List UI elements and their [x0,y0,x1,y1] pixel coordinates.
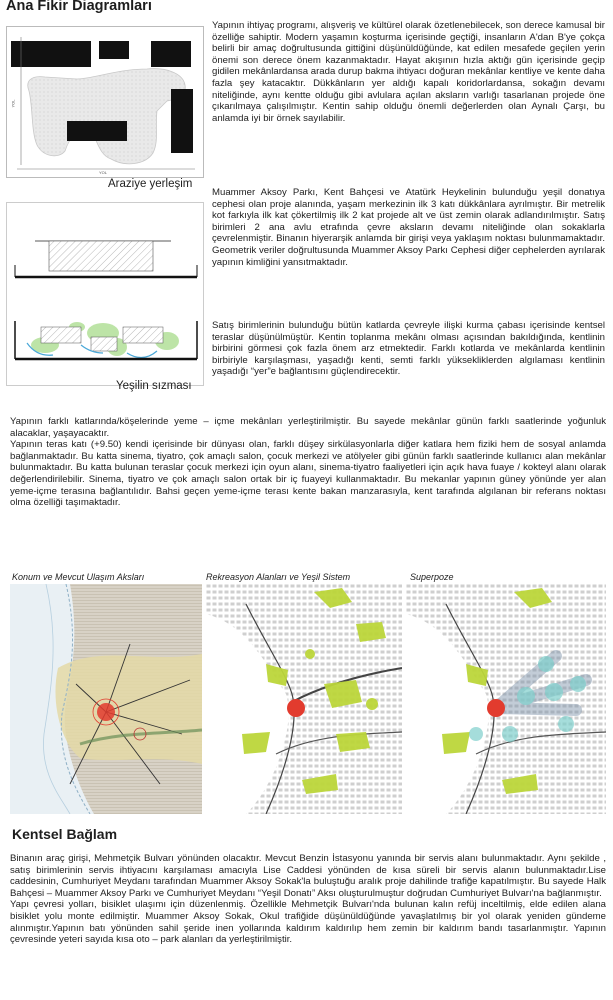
urban-context-text [10,853,606,946]
green-infiltration-caption: Yeşilin sızması [116,380,192,392]
site-placement-caption: Araziye yerleşim [108,178,193,190]
terrace-floor-text: Yapının teras katı (+9.50) kendi içerisinde bir dünyası olan, farklı düşey sirkülasyonlarla diğer katlara hem fiziki hem de sosyal anlamda bağlanmaktadır. Bu katta sinema, tiyatro, çok amaçlı salon, çocuk merkezi ve atölyeler gibi günün farklı saatlerinde kullanıcı alan mekânlar bulunmaktadır. Bu katta bulunan teraslar çocuk merkezi için oyun alanı, sinema-tiyatro faaliyetleri için açık hava fuaye / kokteyl alanı olarak değerlendirilebilir. Sinema, tiyatro ve çok amaçlı salon ortak bir iç fuayeyi kullanmaktadır. Bu mekanlar yapının güney yönünde yer alan yeme-içme terasına bağlantılıdır. Bahsi geçen yeme-içme terası kente bakan manzarasıyla, kent tarafında algılanan bir referans noktası olma özelliği taşımaktadır. [10,439,606,509]
concept-paragraph-3: Satış birimlerinin bulunduğu bütün katlarda çevreyle ilişki kurma çabası içerisinde kentsel teraslar düşünülmüştür. Kentin toplanma mekânı olması açısından bakıldığında, kentlinin birbirini görmesi çok fazla önem arz etmektedir. Farklı kotlarda ve mekânlarda kentlinin birbiriyle karşılaşması, yaşadığı kenti, semti farklı yüksekliklerden algılaması kentlinin yaşadığı “yer”e bağlantısını güçlendirecektir. [212,320,605,378]
page-title: Ana Fikir Diagramları [6,0,152,14]
vehicle-access-text: Binanın araç girişi, Mehmetçik Bulvarı yönünden olacaktır. Mevcut Benzin İstasyonu yanında bir servis alanı bulunmaktadır. Aynı şekilde , satış birimlerinin servis ihtiyacını karşılaması amacıyla Lise Caddesi yönünden de kısa süreli bir servis alanın bulunmaktadır.Lise caddesinin, Cumhuriyet Meydanı tarafından Muammer Aksoy Sokak'la buluştuğu aralık proje dahilinde trafiğe kapatılmıştır. Bu sayede Halk Bahçesi – Muammer Aksoy Parkı ve Cumhuriyet Meydanı “Yeşil Donatı” Aksı oluşturulmuştur doğrudan Cumhuriyet Bulvarı'na bağlanmıştır. [10,853,606,899]
map-transport-axes [10,584,202,814]
concept-paragraph-2: Muammer Aksoy Parkı, Kent Bahçesi ve Atatürk Heykelinin bulunduğu yeşil donatıya cephesi olan proje alanında, yaşam merkezinin ilk 3 katı dükkânlara ayrılmıştır. Bir metrelik kot farkıyla ilk kat çökertilmiş ilk 2 kat projede alt ve üst zemin olarak adlandırılmıştır. Satış birimleri 2 ana avlu etrafında çevre aksların devamı niteliğinde olan sokaklarla çevrelenmiştir. Binanın hiyerarşik anlamda bir girişi veya yaklaşım noktası bulunmamaktadır. Geometrik veriler doğrultusunda Muammer Aksoy Parkı Cephesi diğer cephelerden ayrılarak yapının kimliğini yansıtmaktadır. [212,187,605,268]
green-infiltration-diagram [6,202,204,386]
map-superpose [406,584,606,814]
full-paragraph-1 [10,416,606,509]
map-recreation-green [206,584,402,814]
eating-areas-text: Yapının farklı katlarında/köşelerinde yeme – içme mekânları yerleştirilmiştir. Bu sayede mekânlar günün farklı saatlerinde yoğunluk alacaklar, yaşayacaktır. [10,416,606,439]
site-placement-diagram [6,26,204,178]
section-title: Kentsel Bağlam [12,826,118,842]
map-label-recreation: Rekreasyon Alanları ve Yeşil Sistem [206,572,351,582]
bicycle-roads-text: Yapı çevresi yolları, bisiklet ulaşımı için düzenlenmiş. Özellikle Mehmetçik Bulvarı'nda bulunan kalın refüj inceltilmiş, elde edilen alana bisiklet yolu monte edilmiştir. Muammer Aksoy Sokak, Okul trafiğide düşünüldüğünde yavaşlatılmış bir yol olarak yeniden gündeme alınmıştır.Yapının batı yönünden sahil şeride inen yollarında kaldırım kaldırılıp hem zemin bir kaldırım bandı tasarlanmıştır. Yapının çevresinde yeteri sayıda kısa oto – park alanları da yerleştirilmiştir. [10,899,606,946]
road-label-bottom: YOL [99,170,108,175]
map-label-transport: Konum ve Mevcut Ulaşım Aksları [12,572,145,582]
road-label-left: YOL [10,99,16,108]
map-label-superpose: Superpoze [410,572,454,582]
concept-paragraph-1: Yapının ihtiyaç programı, alışveriş ve kültürel olarak özetlenebilecek, son derece kamusal bir özelliğe sahiptir. Modern yaşamın koşturma içerisinde geçtiği, insanların A'dan B'ye çokça belirli bir amaç doğrultusunda gittiğini düşünüldüğünde, kat edilen mesafede geçilen yerin önemi son derece önem kazanmaktadır. Hayat akışının hızla aktığı gün içerisinde geçip gidilen mekânlardansa arada durup bakma ihtiyacı doğuran mekânlar kentliye ve kente daha fazla şey katacaktır. Dükkânların yer aldığı kapalı koridorlardansa, sokağın devamı niteliğinde, aynı kentte olduğu gibi avlulara açılan aksların varlığı tasarlanan projede öne çıkarılmaya çalışılmıştır. Kentin sahip olduğu önemli değerlerden olan Aynalı Çarşı, bu anlamda iyi bir örnek sayılabilir. [212,20,605,124]
